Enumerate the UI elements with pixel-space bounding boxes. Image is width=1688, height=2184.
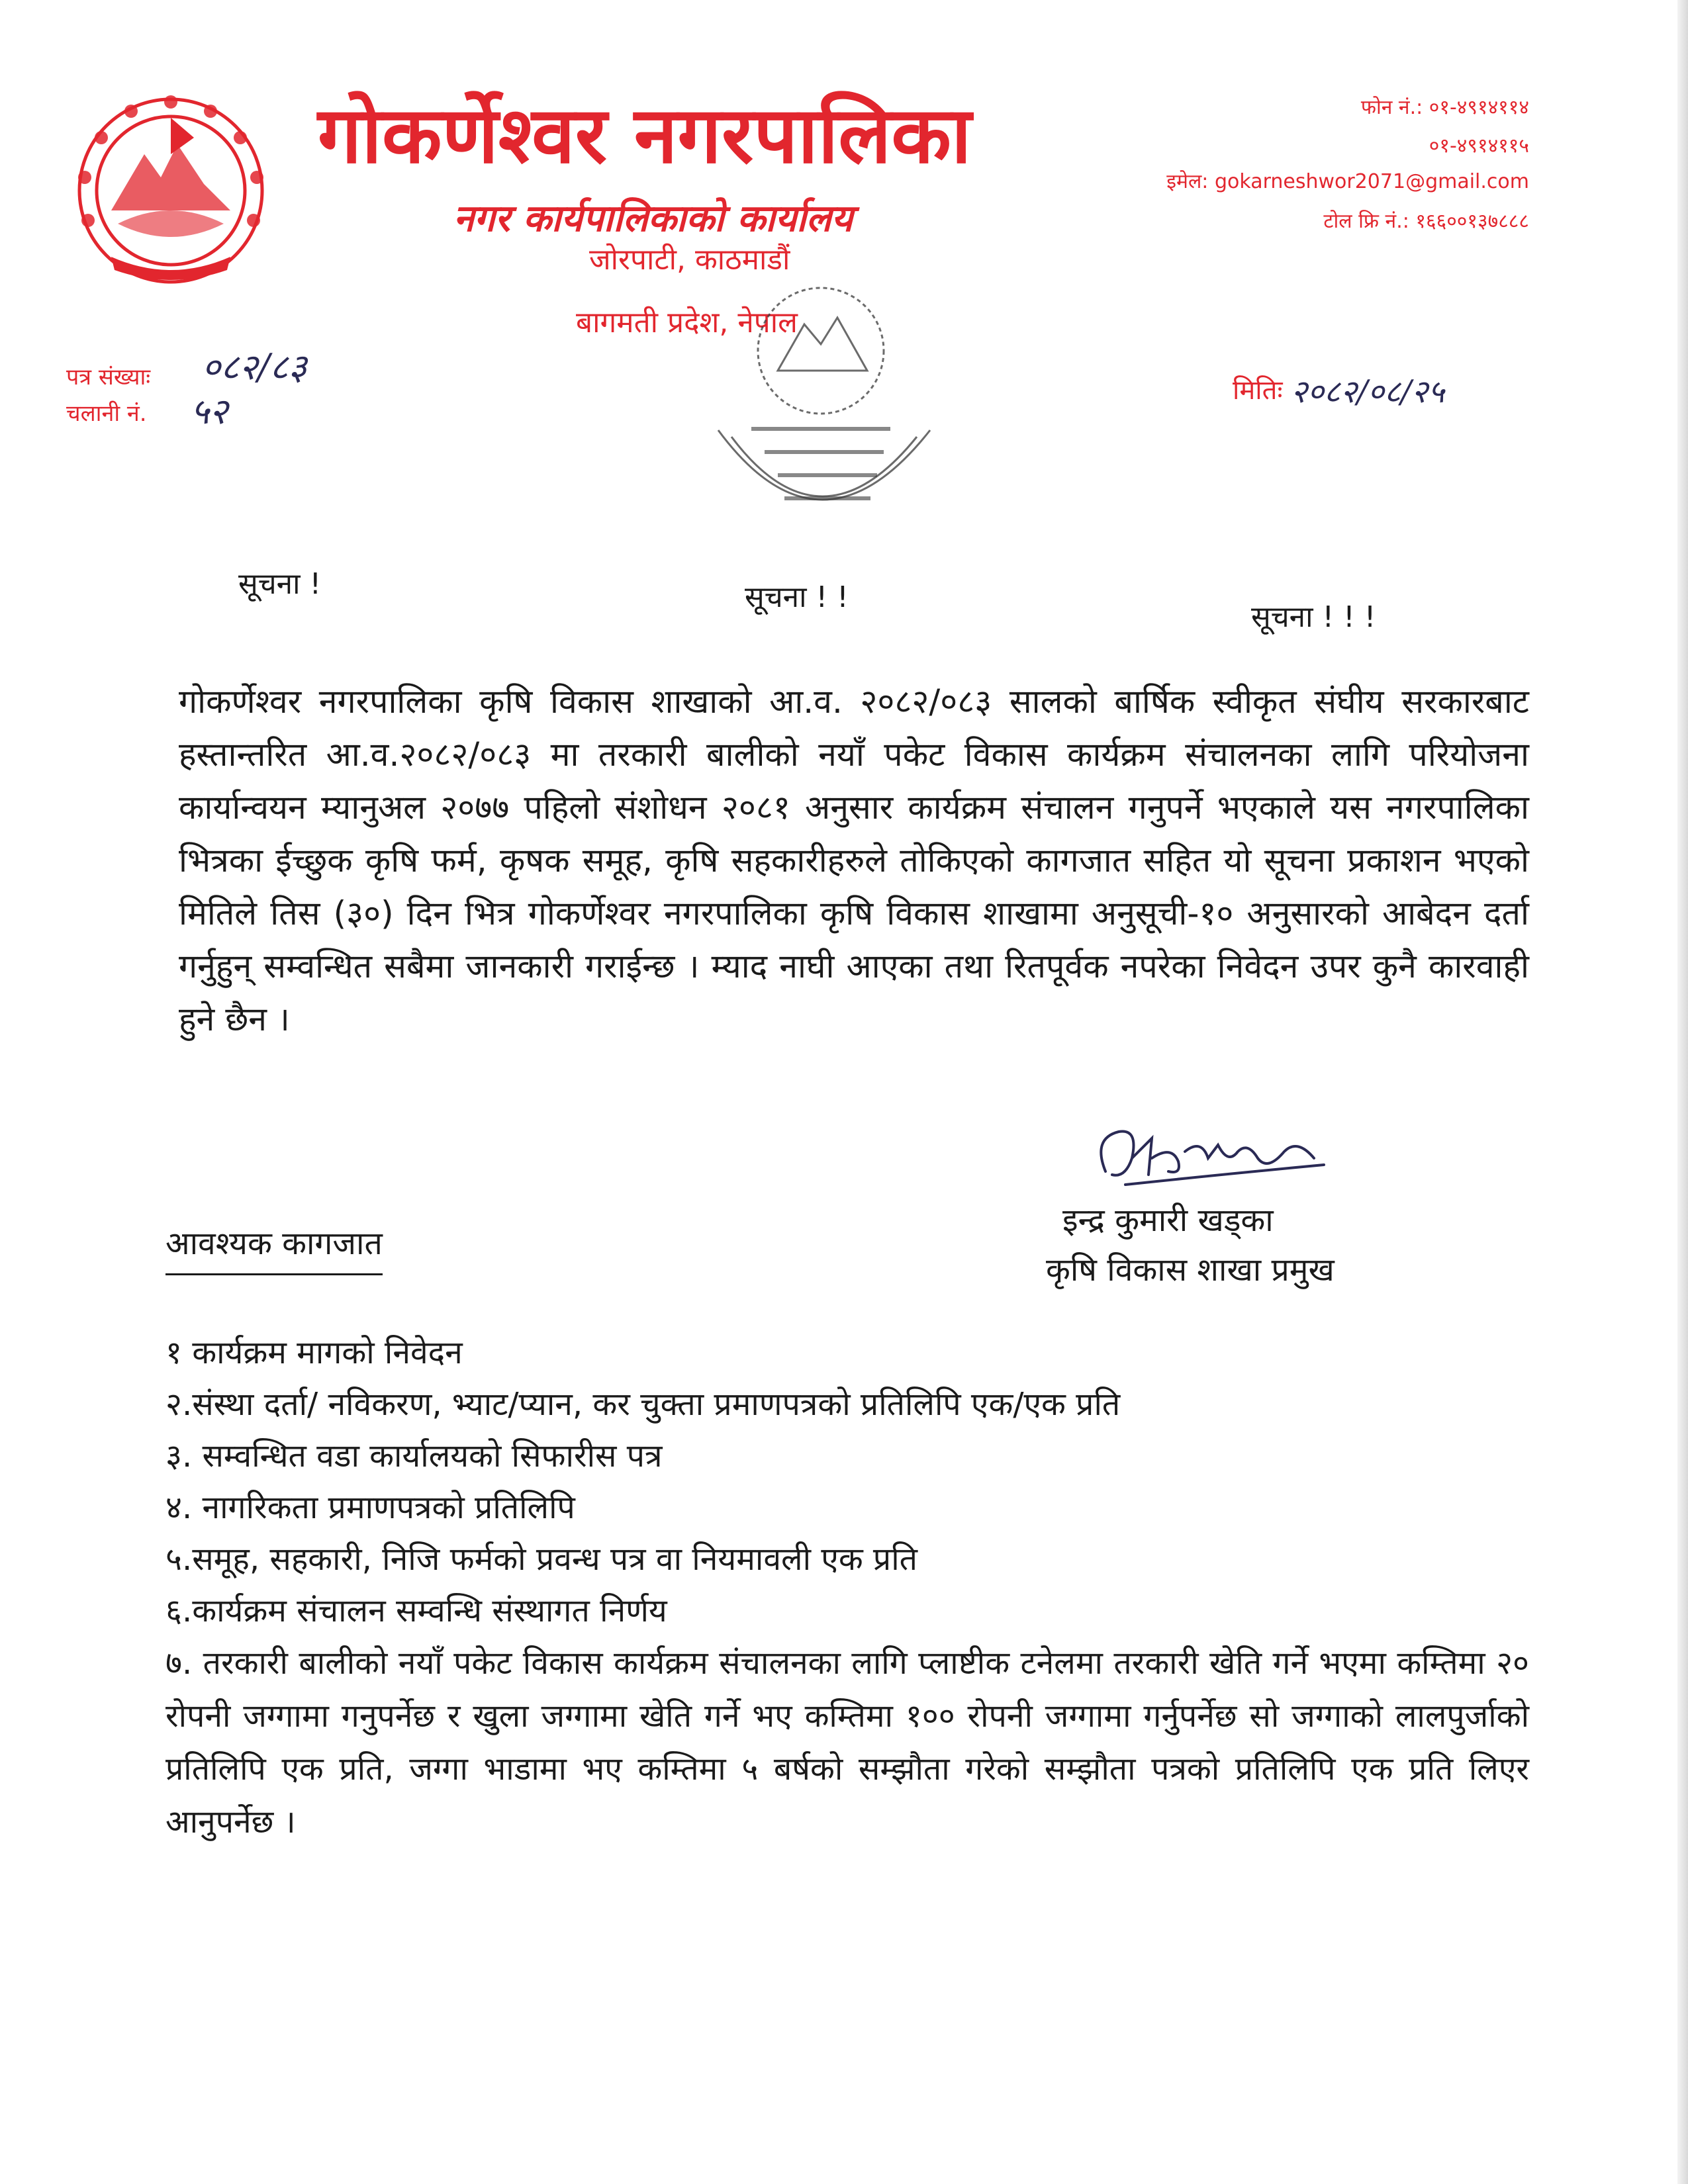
nepal-emblem-icon (71, 91, 270, 290)
date-value: २०८२/०८/२५ (1291, 373, 1445, 410)
office-seal-icon (705, 278, 937, 556)
phone-1: फोन नं.: ०१-४९१४११४ (1360, 96, 1529, 119)
notice-heading-1: सूचना ! (238, 567, 322, 601)
signatory-name: इन्द्र कुमारी खड्का (1062, 1202, 1274, 1239)
letter-number-value: ०८२/८३ (202, 346, 307, 388)
page-edge (1677, 0, 1688, 2184)
documents-list (165, 1327, 1529, 1848)
letter-number-label: पत्र संख्याः (66, 364, 151, 390)
dispatch-number-value: ५२ (191, 390, 228, 432)
signatory-title: कृषि विकास शाखा प्रमुख (1046, 1251, 1335, 1289)
organization-name: गोकर्णेश्वर नगरपालिका (318, 89, 972, 181)
dispatch-number-label: चलानी नं. (66, 400, 147, 427)
address-line-1: जोरपाटी, काठमाडौं (589, 243, 790, 277)
documents-heading: आवश्यक कागजात (165, 1221, 383, 1275)
toll-free: टोल फ्रि नं.: १६६००१३७८८८ (1323, 210, 1529, 233)
list-item: २.संस्था दर्ता/ नविकरण, भ्याट/प्यान, कर चुक्ता प्रमाणपत्रको प्रतिलिपि एक/एक प्रति (165, 1386, 1121, 1423)
list-item: ३. सम्वन्धित वडा कार्यालयको सिफारीस पत्र (165, 1437, 663, 1475)
list-item: ७. तरकारी बालीको नयाँ पकेट विकास कार्यक्रम संचालनका लागि प्लाष्टीक टनेलमा तरकारी खेति गर्ने भएमा कम्तिमा २० रोपनी जग्गामा गनुपर्नेछ र खुला जग्गामा खेति गर्ने भए कम्तिमा १०० रोपनी जग्गामा गर्नुपर्नेछ सो जग्गाको लालपुर्जाको प्रतिलिपि एक प्रति, जग्गा भाडामा भए कम्तिमा ५ बर्षको सम्झौता गरेको सम्झौता पत्रको प्रतिलिपि एक प्रति लिएर आनुपर्नेछ । (165, 1645, 1529, 1841)
address-line-2: बागमती प्रदेश, नेपाल (576, 306, 798, 340)
notice-heading-3: सूचना ! ! ! (1251, 600, 1376, 634)
list-item: ४. नागरिकता प्रमाणपत्रको प्रतिलिपि (165, 1489, 575, 1526)
list-item: ५.समूह, सहकारी, निजि फर्मको प्रवन्ध पत्र वा नियमावली एक प्रति (165, 1541, 918, 1578)
office-name: नगर कार्यपालिकाको कार्यालय (453, 197, 853, 240)
phone-2: ०१-४९१४११५ (1429, 134, 1529, 158)
notice-body: गोकर्णेश्वर नगरपालिका कृषि विकास शाखाको आ.व. २०८२/०८३ सालको बार्षिक स्वीकृत संघीय सरकारबाट हस्तान्तरित आ.व.२०८२/०८३ मा तरकारी बालीको नयाँ पकेट विकास कार्यक्रम संचालनका लागि परियोजना कार्यान्वयन म्यानुअल २०७७ पहिलो संशोधन २०८१ अनुसार कार्यक्रम संचालन गनुपर्ने भएकाले यस नगरपालिका भित्रका ईच्छुक कृषि फर्म, कृषक समूह, कृषि सहकारीहरुले तोकिएको कागजात सहित यो सूचना प्रकाशन भएको मितिले तिस (३०) दिन भित्र गोकर्णेश्वर नगरपालिका कृषि विकास शाखामा अनुसूची-१० अनुसारको आबेदन दर्ता गर्नुहुन् सम्वन्धित सबैमा जानकारी गराईन्छ । म्याद नाघी आएका तथा रितपूर्वक नपरेका निवेदन उपर कुनै कारवाही हुने छैन । (179, 682, 1529, 1038)
email: इमेल: gokarneshwor2071@gmail.com (1166, 170, 1529, 193)
list-item: ६.कार्यक्रम संचालन सम्वन्धि संस्थागत निर्णय (165, 1592, 667, 1629)
signature-icon (1086, 1112, 1337, 1198)
notice-heading-2: सूचना ! ! (745, 580, 849, 614)
date-label: मितिः (1233, 375, 1283, 406)
list-item: १ कार्यक्रम मागको निवेदन (165, 1334, 463, 1371)
